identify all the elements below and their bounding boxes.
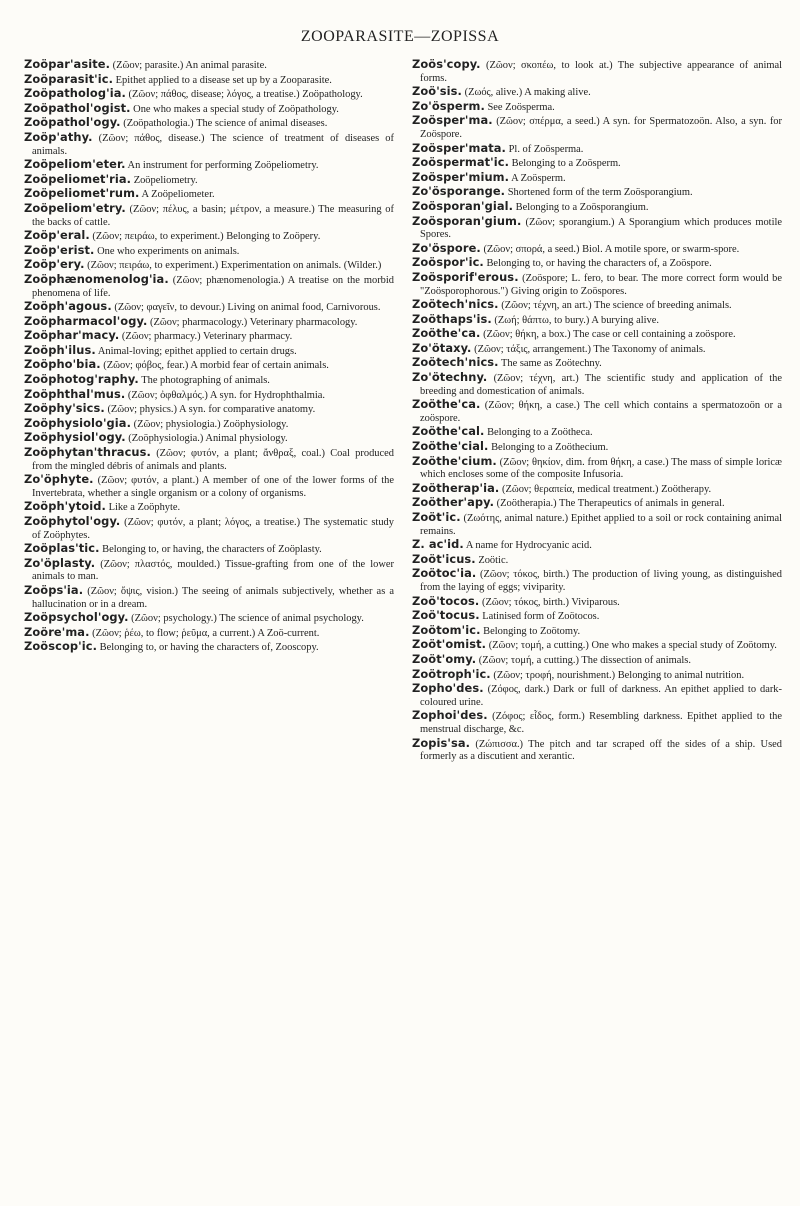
- dictionary-entry: [24, 388, 394, 403]
- dictionary-entry: [412, 85, 782, 100]
- entry-headword: Zoö'tocus.: [412, 608, 480, 623]
- dictionary-entry: [24, 344, 394, 359]
- dictionary-entry: [24, 358, 394, 373]
- entry-headword: Zoöpathol'ogy.: [24, 115, 121, 130]
- entry-headword: Zoöpeliomet'rum.: [24, 186, 140, 201]
- dictionary-entry: [24, 542, 394, 557]
- entry-definition: Like a Zoöphyte.: [108, 502, 181, 514]
- entry-definition: See Zoösperma.: [487, 101, 555, 113]
- dictionary-entry: [24, 315, 394, 330]
- left-column: [24, 58, 394, 764]
- entry-headword: Zoötech'nics.: [412, 355, 499, 370]
- dictionary-entry: [412, 356, 782, 371]
- entry-headword: Zoöpar'asite.: [24, 57, 111, 71]
- entry-headword: Zoöp'athy.: [24, 129, 93, 144]
- dictionary-entry: [24, 557, 394, 584]
- dictionary-entry: [412, 682, 782, 709]
- dictionary-entry: [412, 256, 782, 271]
- dictionary-entry: [24, 417, 394, 432]
- dictionary-entry: [412, 496, 782, 511]
- entry-definition: (Ζῶον; σπορά, a seed.) Biol. A motile spore, or swarm-spore.: [483, 243, 740, 255]
- dictionary-entry: [24, 640, 394, 655]
- entry-headword: Zoöp'eral.: [24, 228, 90, 243]
- entry-definition: An instrument for performing Zoöpeliometry.: [127, 160, 319, 172]
- dictionary-entry: [24, 158, 394, 173]
- dictionary-entry: [24, 515, 394, 542]
- entry-definition: (Ζῶον; physiologia.) Zoöphysiology.: [133, 418, 289, 430]
- dictionary-entry: [24, 229, 394, 244]
- entry-headword: Zoöpeliom'eter.: [24, 157, 126, 172]
- entry-headword: Zoöphy'sics.: [24, 401, 105, 416]
- entry-headword: Zoöthe'cium.: [412, 453, 497, 468]
- entry-definition: (Ζώπισσα.) The pitch and tar scraped off the sides of a ship. Used formerly as a discutient and xerantic.: [420, 738, 782, 763]
- entry-definition: (Ζῶον; τροφή, nourishment.) Belonging to animal nutrition.: [493, 669, 745, 681]
- entry-headword: Zo'öspore.: [412, 240, 481, 255]
- entry-headword: Zoöthe'cial.: [412, 439, 489, 454]
- entry-headword: Zoöt'icus.: [412, 551, 476, 566]
- entry-headword: Zoösper'mata.: [412, 140, 506, 155]
- dictionary-entry: [412, 398, 782, 425]
- entry-definition: (Ζῶον; φόβος, fear.) A morbid fear of certain animals.: [103, 360, 329, 372]
- dictionary-entry: [24, 373, 394, 388]
- dictionary-entry: [412, 609, 782, 624]
- entry-definition: (Ζωός, alive.) A making alive.: [464, 87, 591, 99]
- entry-definition: (Ζῶον; τάξις, arrangement.) The Taxonomy of animals.: [474, 343, 706, 355]
- dictionary-entry: [412, 709, 782, 736]
- entry-definition: (Ζωή; θάπτω, to bury.) A burying alive.: [494, 314, 659, 326]
- dictionary-entry: [412, 482, 782, 497]
- entry-definition: (Ζῶον; τόκος, birth.) The production of living young, as distinguished from the laying of eggs; viviparity.: [420, 569, 783, 593]
- entry-definition: (Ζῶον; πειράω, to experiment.) Belonging to Zoöpery.: [92, 231, 321, 243]
- dictionary-entry: [412, 200, 782, 215]
- entry-definition: (Ζόφος, dark.) Dark or full of darkness. An epithet applied to dark-coloured urine.: [420, 684, 783, 708]
- entry-headword: Zoöplas'tic.: [24, 541, 100, 556]
- dictionary-entry: [412, 567, 782, 594]
- entry-headword: Zoöphytan'thracus.: [24, 445, 151, 460]
- entry-headword: Zoötom'ic.: [412, 622, 481, 637]
- entry-definition: Latinised form of Zoötocos.: [482, 611, 600, 623]
- dictionary-entry: [24, 473, 394, 500]
- entry-headword: Zoöther'apy.: [412, 495, 495, 510]
- dictionary-entry: [412, 215, 782, 242]
- entry-definition: (Zoöphysiologia.) Animal physiology.: [128, 433, 288, 445]
- entry-definition: (Ζῶον; physics.) A syn. for comparative anatomy.: [107, 404, 316, 416]
- dictionary-entry: [24, 300, 394, 315]
- entry-headword: Zoöph'ilus.: [24, 342, 96, 357]
- entry-headword: Zoöphytol'ogy.: [24, 514, 121, 528]
- entry-definition: Belonging to a Zoöthecium.: [491, 442, 609, 454]
- entry-headword: Zophoi'des.: [412, 708, 488, 723]
- entry-definition: Belonging to a Zoösperm.: [511, 158, 621, 170]
- entry-definition: (Ζῶον; τόκος, birth.) Viviparous.: [481, 596, 620, 608]
- entry-headword: Zoöspermat'ic.: [412, 155, 510, 170]
- entry-headword: Zoöphar'macy.: [24, 328, 120, 343]
- entry-headword: Zo'ötechny.: [412, 370, 488, 385]
- entry-definition: (Ζῶον; τέχνη, art.) The scientific study and application of the breeding and domestication of animals.: [420, 373, 782, 397]
- dictionary-entry: [412, 114, 782, 141]
- dictionary-entry: [412, 156, 782, 171]
- entry-headword: Zoöscop'ic.: [24, 639, 97, 654]
- entry-definition: (Ζῶον; πάθος, disease; λόγος, a treatise.) Zoöpathology.: [128, 89, 363, 101]
- entry-definition: Belonging to a Zoötheca.: [487, 427, 593, 439]
- dictionary-entry: [24, 273, 394, 300]
- entry-headword: Zoösporan'gial.: [412, 198, 514, 213]
- entry-headword: Zoötroph'ic.: [412, 666, 491, 681]
- entry-headword: Zoöpharmacol'ogy.: [24, 313, 148, 328]
- entry-definition: A Zoöpeliometer.: [141, 189, 215, 201]
- entry-headword: Zo'öphyte.: [24, 472, 94, 487]
- entry-headword: Zoösper'mium.: [412, 169, 510, 184]
- entry-headword: Zoösporif'erous.: [412, 269, 519, 284]
- dictionary-entry: [24, 187, 394, 202]
- entry-headword: Zoöphotog'raphy.: [24, 372, 139, 387]
- dictionary-entry: [24, 116, 394, 131]
- entry-definition: Epithet applied to a disease set up by a Zooparasite.: [115, 74, 332, 86]
- entry-definition: (Ζῶον; πλαστός, moulded.) Tissue-grafting from one of the lower animals to man.: [32, 558, 394, 583]
- entry-definition: (Ζῶον; πάθος, disease.) The science of treatment of diseases of animals.: [32, 132, 394, 157]
- entry-definition: Belonging to, or having the characters of, a Zoöspore.: [486, 258, 712, 270]
- entry-headword: Zoöpeliomet'ria.: [24, 171, 132, 186]
- entry-headword: Zoöpsychol'ogy.: [24, 610, 129, 625]
- entry-headword: Z. ac'id.: [412, 537, 464, 552]
- entry-headword: Zoöre'ma.: [24, 624, 90, 639]
- entry-definition: Pl. of Zoösperma.: [508, 143, 584, 155]
- dictionary-entry: [24, 173, 394, 188]
- dictionary-entry: [412, 58, 782, 85]
- entry-headword: Zoöph'agous.: [24, 299, 112, 314]
- entry-headword: Zoöparasit'ic.: [24, 71, 114, 86]
- entry-definition: (Ζῶον; ῥέω, to flow; ῥεῦμα, a current.) A Zoö-current.: [92, 627, 320, 639]
- entry-definition: Zoötic.: [478, 554, 509, 566]
- dictionary-entry: [412, 142, 782, 157]
- entry-headword: Zo'ötaxy.: [412, 340, 472, 355]
- dictionary-entry: [24, 431, 394, 446]
- entry-definition: One who experiments on animals.: [97, 245, 240, 257]
- entry-definition: Belonging to, or having the characters of, Zooscopy.: [99, 642, 319, 654]
- dictionary-entry: [412, 298, 782, 313]
- dictionary-entry: [24, 500, 394, 515]
- dictionary-columns: [24, 58, 782, 764]
- dictionary-entry: [24, 626, 394, 641]
- entry-headword: Zoöspor'ic.: [412, 255, 484, 270]
- dictionary-entry: [24, 202, 394, 229]
- entry-definition: (Ζόφος; εἶδος, form.) Resembling darkness. Epithet applied to the menstrual discharge, &c.: [420, 711, 783, 735]
- entry-definition: The same as Zoötechny.: [501, 358, 602, 370]
- entry-headword: Zoöpho'bia.: [24, 357, 101, 372]
- entry-definition: A name for Hydrocyanic acid.: [465, 540, 592, 552]
- entry-headword: Zo'öplasty.: [24, 555, 96, 570]
- entry-headword: Zoötoc'ia.: [412, 566, 477, 581]
- dictionary-entry: [24, 244, 394, 259]
- entry-definition: A Zoösperm.: [511, 172, 566, 184]
- dictionary-entry: [412, 171, 782, 186]
- dictionary-entry: [412, 327, 782, 342]
- entry-definition: (Ζῶον; σπέρμα, a seed.) A syn. for Spermatozoön. Also, a syn. for Zoöspore.: [420, 116, 782, 140]
- entry-headword: Zoöpeliom'etry.: [24, 200, 126, 215]
- entry-headword: Zo'ösperm.: [412, 98, 485, 113]
- entry-headword: Zoöthe'ca.: [412, 326, 481, 341]
- entry-headword: Zoöphysiol'ogy.: [24, 430, 126, 445]
- page-header: ZOOPARASITE—ZOPISSA: [300, 28, 500, 45]
- dictionary-entry: [24, 402, 394, 417]
- entry-headword: Zoöthe'ca.: [412, 397, 481, 412]
- dictionary-entry: [412, 440, 782, 455]
- dictionary-entry: [24, 611, 394, 626]
- dictionary-entry: [24, 73, 394, 88]
- entry-definition: (Zoöspore; L. fero, to bear. The more correct form would be "Zoösporophorous.") Giving origin to Zoöspores.: [420, 272, 783, 297]
- dictionary-entry: [412, 371, 782, 398]
- entry-definition: (Ζῶον; ὄψις, vision.) The seeing of animals subjectively, whether as a hallucination or in a dream.: [32, 585, 394, 610]
- entry-definition: (Ζῶον; sporangium.) A Sporangium which produces motile Spores.: [420, 216, 783, 241]
- entry-definition: (Ζῶον; ὀφθαλμός.) A syn. for Hydrophthalmia.: [127, 389, 325, 401]
- dictionary-entry: [412, 638, 782, 653]
- entry-definition: (Ζῶον; θήκη, a case.) The cell which contains a spermatozoön or a zoöspore.: [420, 400, 782, 424]
- dictionary-entry: [412, 242, 782, 257]
- entry-headword: Zoöphænomenolog'ia.: [24, 271, 169, 286]
- entry-headword: Zoötech'nics.: [412, 297, 499, 312]
- entry-headword: Zoöpathol'ogist.: [24, 100, 131, 115]
- entry-headword: Zoöt'ic.: [412, 510, 461, 524]
- entry-definition: Animal-loving; epithet applied to certain drugs.: [97, 345, 297, 357]
- dictionary-entry: [412, 511, 782, 538]
- entry-headword: Zoösporan'gium.: [412, 213, 522, 228]
- entry-definition: (Ζωότης, animal nature.) Epithet applied to a soil or rock containing animal remains.: [420, 513, 782, 537]
- dictionary-entry: [24, 102, 394, 117]
- dictionary-entry: [412, 653, 782, 668]
- dictionary-entry: [412, 100, 782, 115]
- entry-definition: Belonging to a Zoösporangium.: [515, 201, 649, 213]
- dictionary-entry: [412, 185, 782, 200]
- dictionary-entry: [24, 584, 394, 611]
- entry-definition: (Zoötherapia.) The Therapeutics of animals in general.: [496, 498, 725, 510]
- entry-headword: Zoöt'omist.: [412, 637, 487, 652]
- entry-definition: (Ζῶον; θήκη, a box.) The case or cell containing a zoöspore.: [483, 329, 736, 341]
- entry-definition: (Ζῶον; σκοπέω, to look at.) The subjective appearance of animal forms.: [420, 60, 782, 84]
- entry-headword: Zoöt'omy.: [412, 651, 477, 666]
- dictionary-entry: [412, 271, 782, 298]
- dictionary-entry: [24, 446, 394, 473]
- entry-headword: Zoöphthal'mus.: [24, 386, 126, 401]
- entry-definition: (Ζῶον; pharmacology.) Veterinary pharmacology.: [150, 316, 358, 328]
- entry-headword: Zoö'sis.: [412, 84, 462, 99]
- entry-headword: Zoötherap'ia.: [412, 480, 500, 495]
- right-column: [412, 58, 782, 764]
- entry-definition: (Ζῶον; phænomenologia.) A treatise on the morbid phenomena of life.: [32, 274, 395, 299]
- entry-definition: (Ζῶον; pharmacy.) Veterinary pharmacy.: [121, 331, 293, 343]
- entry-headword: Zoöp'ery.: [24, 257, 85, 272]
- entry-definition: Belonging to, or having, the characters of Zoöplasty.: [102, 544, 322, 556]
- dictionary-entry: [412, 595, 782, 610]
- dictionary-entry: [412, 313, 782, 328]
- entry-definition: (Ζῶον; φαγεῖν, to devour.) Living on animal food, Carnivorous.: [114, 302, 381, 314]
- entry-definition: Belonging to Zoötomy.: [483, 625, 581, 637]
- entry-headword: Zopho'des.: [412, 681, 484, 696]
- entry-headword: Zoösper'ma.: [412, 113, 493, 128]
- dictionary-entry: [412, 538, 782, 553]
- dictionary-entry: [412, 425, 782, 440]
- entry-definition: (Ζῶον; φυτόν, a plant; λόγος, a treatise.) The systematic study of Zoöphytes.: [32, 517, 394, 541]
- entry-definition: (Ζῶον; θηκίον, dim. from θήκη, a case.) The mass of simple loricæ which encloses some of the composite Infusoria.: [420, 456, 783, 481]
- entry-headword: Zoöph'ytoid.: [24, 499, 106, 514]
- entry-definition: (Ζῶον; τομή, a cutting.) One who makes a special study of Zoötomy.: [488, 640, 777, 652]
- entry-definition: (Zoöpathologia.) The science of animal diseases.: [123, 118, 328, 130]
- entry-headword: Zoöthaps'is.: [412, 311, 492, 326]
- entry-definition: (Ζῶον; τέχνη, an art.) The science of breeding animals.: [501, 300, 732, 312]
- entry-definition: (Ζῶον; parasite.) An animal parasite.: [112, 60, 267, 71]
- entry-definition: (Ζῶον; πέλυς, a basin; μέτρον, a measure.) The measuring of the backs of cattle.: [32, 203, 394, 228]
- entry-headword: Zo'ösporange.: [412, 184, 506, 199]
- dictionary-entry: [412, 342, 782, 357]
- entry-definition: One who makes a special study of Zoöpathology.: [133, 103, 339, 115]
- dictionary-entry: [412, 455, 782, 482]
- entry-definition: (Ζῶον; θεραπεία, medical treatment.) Zoötherapy.: [501, 483, 712, 495]
- entry-headword: Zopis'sa.: [412, 735, 471, 750]
- entry-definition: (Ζῶον; τομή, a cutting.) The dissection of animals.: [478, 654, 691, 666]
- entry-definition: (Ζῶον; φυτόν, a plant.) A member of one of the lower forms of the Invertebrata, whether a single organism or a colony of organisms.: [32, 475, 394, 499]
- dictionary-entry: [412, 624, 782, 639]
- entry-headword: Zoöpatholog'ia.: [24, 86, 126, 101]
- dictionary-entry: [24, 87, 394, 102]
- entry-definition: Shortened form of the term Zoösporangium.: [507, 187, 693, 199]
- entry-headword: Zoöthe'cal.: [412, 424, 485, 439]
- entry-headword: Zoöphysiolo'gia.: [24, 415, 131, 430]
- dictionary-entry: [412, 553, 782, 568]
- entry-definition: The photographing of animals.: [141, 375, 270, 387]
- entry-definition: (Ζῶον; psychology.) The science of animal psychology.: [131, 613, 364, 625]
- dictionary-entry: [24, 58, 394, 73]
- entry-definition: (Ζῶον; πειράω, to experiment.) Experimentation on animals. (Wilder.): [87, 260, 382, 272]
- entry-headword: Zoöps'ia.: [24, 582, 84, 597]
- entry-headword: Zoöp'erist.: [24, 242, 95, 257]
- dictionary-entry: [24, 329, 394, 344]
- dictionary-entry: [412, 668, 782, 683]
- dictionary-entry: [24, 131, 394, 158]
- entry-definition: (Ζῶον; φυτόν, a plant; ἄνθραξ, coal.) Coal produced from the mingled débris of animals and plants.: [32, 448, 394, 472]
- entry-headword: Zoö'tocos.: [412, 593, 480, 608]
- entry-definition: Zoöpeliometry.: [133, 174, 198, 186]
- dictionary-entry: [412, 737, 782, 764]
- dictionary-entry: [24, 258, 394, 273]
- entry-headword: Zoös'copy.: [412, 57, 481, 71]
